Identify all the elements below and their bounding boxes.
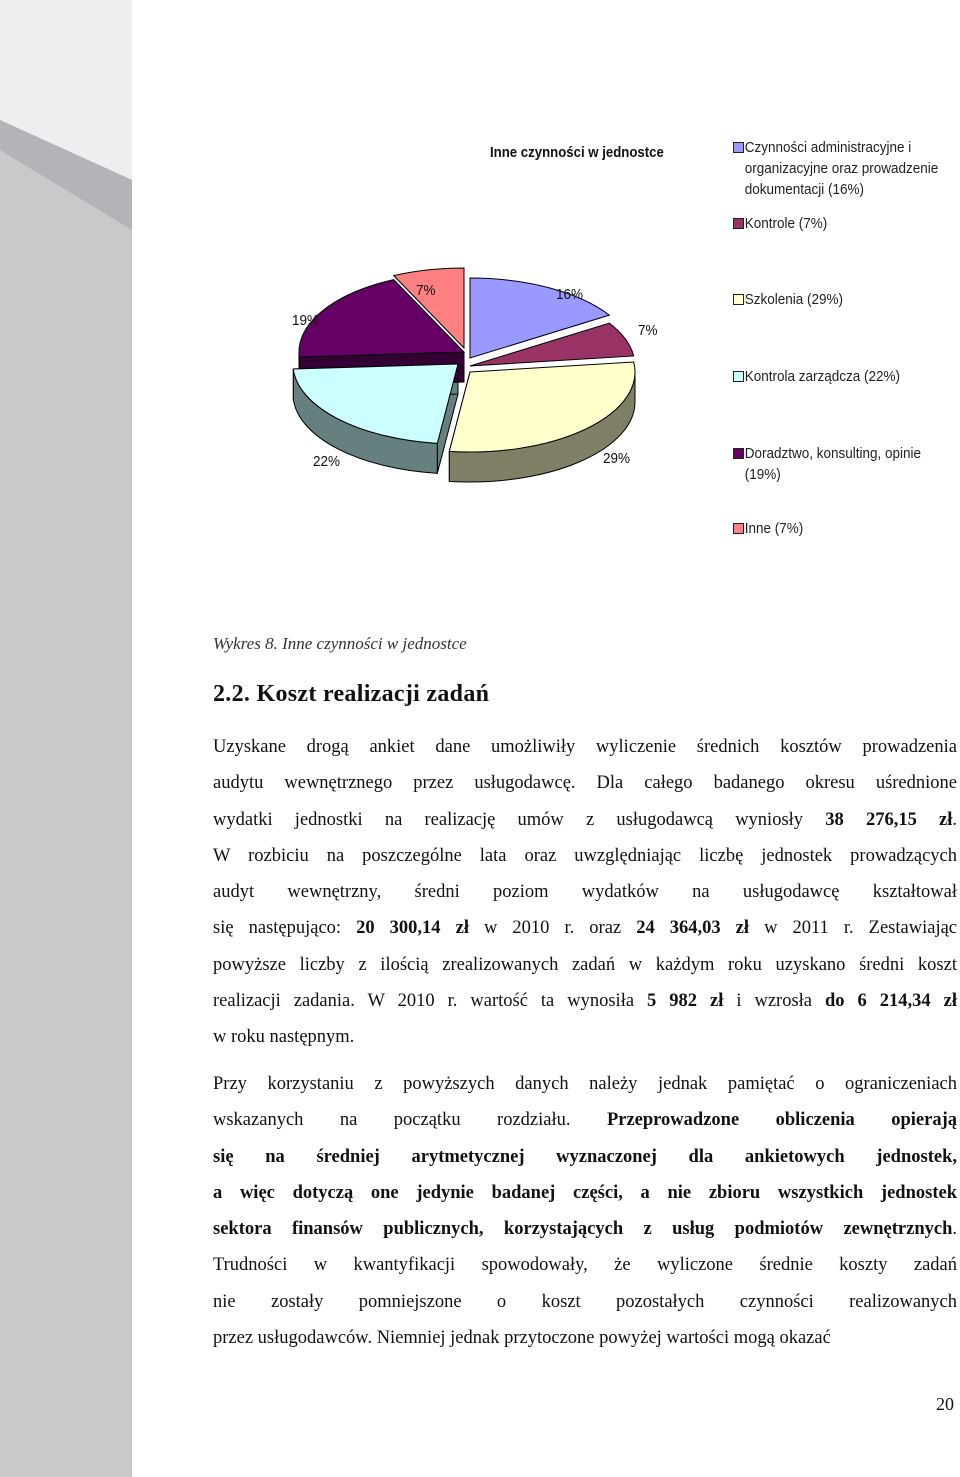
text-run: realizacji zadania. W 2010 r. wartość ta wynosiła <box>213 991 648 1012</box>
text-line <box>213 1175 957 1211</box>
data-label: 19% <box>292 312 320 329</box>
text-run: w roku następnym. <box>213 1027 355 1048</box>
text-run: i wzrosła <box>723 991 825 1012</box>
figure-caption: Wykres 8. Inne czynności w jednostce <box>213 634 467 653</box>
text-line <box>213 1320 957 1356</box>
legend-label: Szkolenia (29%) <box>744 291 843 308</box>
legend-item <box>733 289 943 310</box>
bold-text: się na średniej arytmetycznej wyznaczonej dla ankietowych jednostek, <box>213 1146 957 1167</box>
text-run: w 2011 r. Zestawiając <box>749 918 958 939</box>
page-number: 20 <box>936 1394 954 1414</box>
legend-item <box>733 366 943 387</box>
bold-text: sektora finansów publicznych, korzystających z usług podmiotów zewnętrznych <box>213 1219 953 1240</box>
data-label: 7% <box>638 322 658 339</box>
text-run: nie zostały pomniejszone o koszt pozostałych czynności realizowanych <box>213 1291 957 1312</box>
text-run: się następująco: <box>213 918 357 939</box>
text-run: wskazanych na początku rozdziału. <box>213 1110 607 1131</box>
legend-item <box>733 443 943 485</box>
legend-item <box>733 137 943 200</box>
bold-text: a więc dotyczą one jedynie badanej części, a nie zbioru wszystkich jednostek <box>213 1182 957 1203</box>
text-line <box>213 802 957 838</box>
text-line <box>213 1247 957 1283</box>
text-line <box>213 874 957 910</box>
text-run: Trudności w kwantyfikacji spowodowały, że wyliczone średnie koszty zadań <box>213 1255 957 1276</box>
chart-title: Inne czynności w jednostce <box>490 144 664 161</box>
text-line <box>213 947 957 983</box>
text-line <box>213 1139 957 1175</box>
bold-text: 24 364,03 zł <box>636 918 750 939</box>
legend-label: Inne (7%) <box>744 520 804 537</box>
pie-chart <box>0 0 960 600</box>
legend-item <box>733 213 943 234</box>
text-run: w 2010 r. oraz <box>468 918 637 939</box>
data-label: 7% <box>416 282 436 299</box>
text-line <box>213 729 957 765</box>
text-run: . <box>952 1219 957 1240</box>
data-label: 29% <box>603 450 631 467</box>
paragraph-limitations <box>213 1066 957 1356</box>
text-line <box>213 1019 957 1055</box>
legend-label: Kontrole (7%) <box>744 215 828 232</box>
bold-text: 20 300,14 zł <box>356 918 469 939</box>
legend-label: Kontrola zarządcza (22%) <box>744 368 901 385</box>
text-run: . <box>952 809 958 830</box>
paragraph-cost-summary <box>213 729 957 1056</box>
text-run: audytu wewnętrznego przez usługodawcę. Dla całego badanego okresu uśrednione <box>213 773 957 794</box>
text-line <box>213 765 957 801</box>
text-line <box>213 910 957 946</box>
data-label: 16% <box>556 286 584 303</box>
section-heading: 2.2. Koszt realizacji zadań <box>213 681 490 707</box>
text-run: powyższe liczby z ilością zrealizowanych zadań w każdym roku uzyskano średni koszt <box>213 954 957 975</box>
bold-text: Przeprowadzone obliczenia opierają <box>606 1110 957 1131</box>
bold-text: 38 276,15 zł <box>825 809 953 830</box>
text-run: W rozbiciu na poszczególne lata oraz uwzględniając liczbę jednostek prowadzących <box>213 845 957 866</box>
text-line <box>213 983 957 1019</box>
text-line <box>213 1066 957 1102</box>
text-line <box>213 1211 957 1247</box>
text-run: audyt wewnętrzny, średni poziom wydatków na usługodawcę kształtował <box>213 882 957 903</box>
text-line <box>213 838 957 874</box>
legend-item <box>733 518 943 539</box>
text-line <box>213 1284 957 1320</box>
legend-label: Doradztwo, konsulting, opinie (19%) <box>744 445 922 483</box>
bold-text: 5 982 zł <box>647 991 724 1012</box>
legend-label: Czynności administracyjne i organizacyjne oraz prowadzenie dokumentacji (16%) <box>744 139 939 198</box>
data-label: 22% <box>313 453 341 470</box>
text-line <box>213 1102 957 1138</box>
bold-text: do 6 214,34 zł <box>825 991 957 1012</box>
text-run: Uzyskane drogą ankiet dane umożliwiły wyliczenie średnich kosztów prowadzenia <box>213 737 957 757</box>
text-run: Przy korzystaniu z powyższych danych należy jednak pamiętać o ograniczeniach <box>213 1074 957 1094</box>
text-run: wydatki jednostki na realizację umów z usługodawcą wyniosły <box>213 809 826 830</box>
text-run: przez usługodawców. Niemniej jednak przytoczone powyżej wartości mogą okazać <box>213 1328 831 1349</box>
